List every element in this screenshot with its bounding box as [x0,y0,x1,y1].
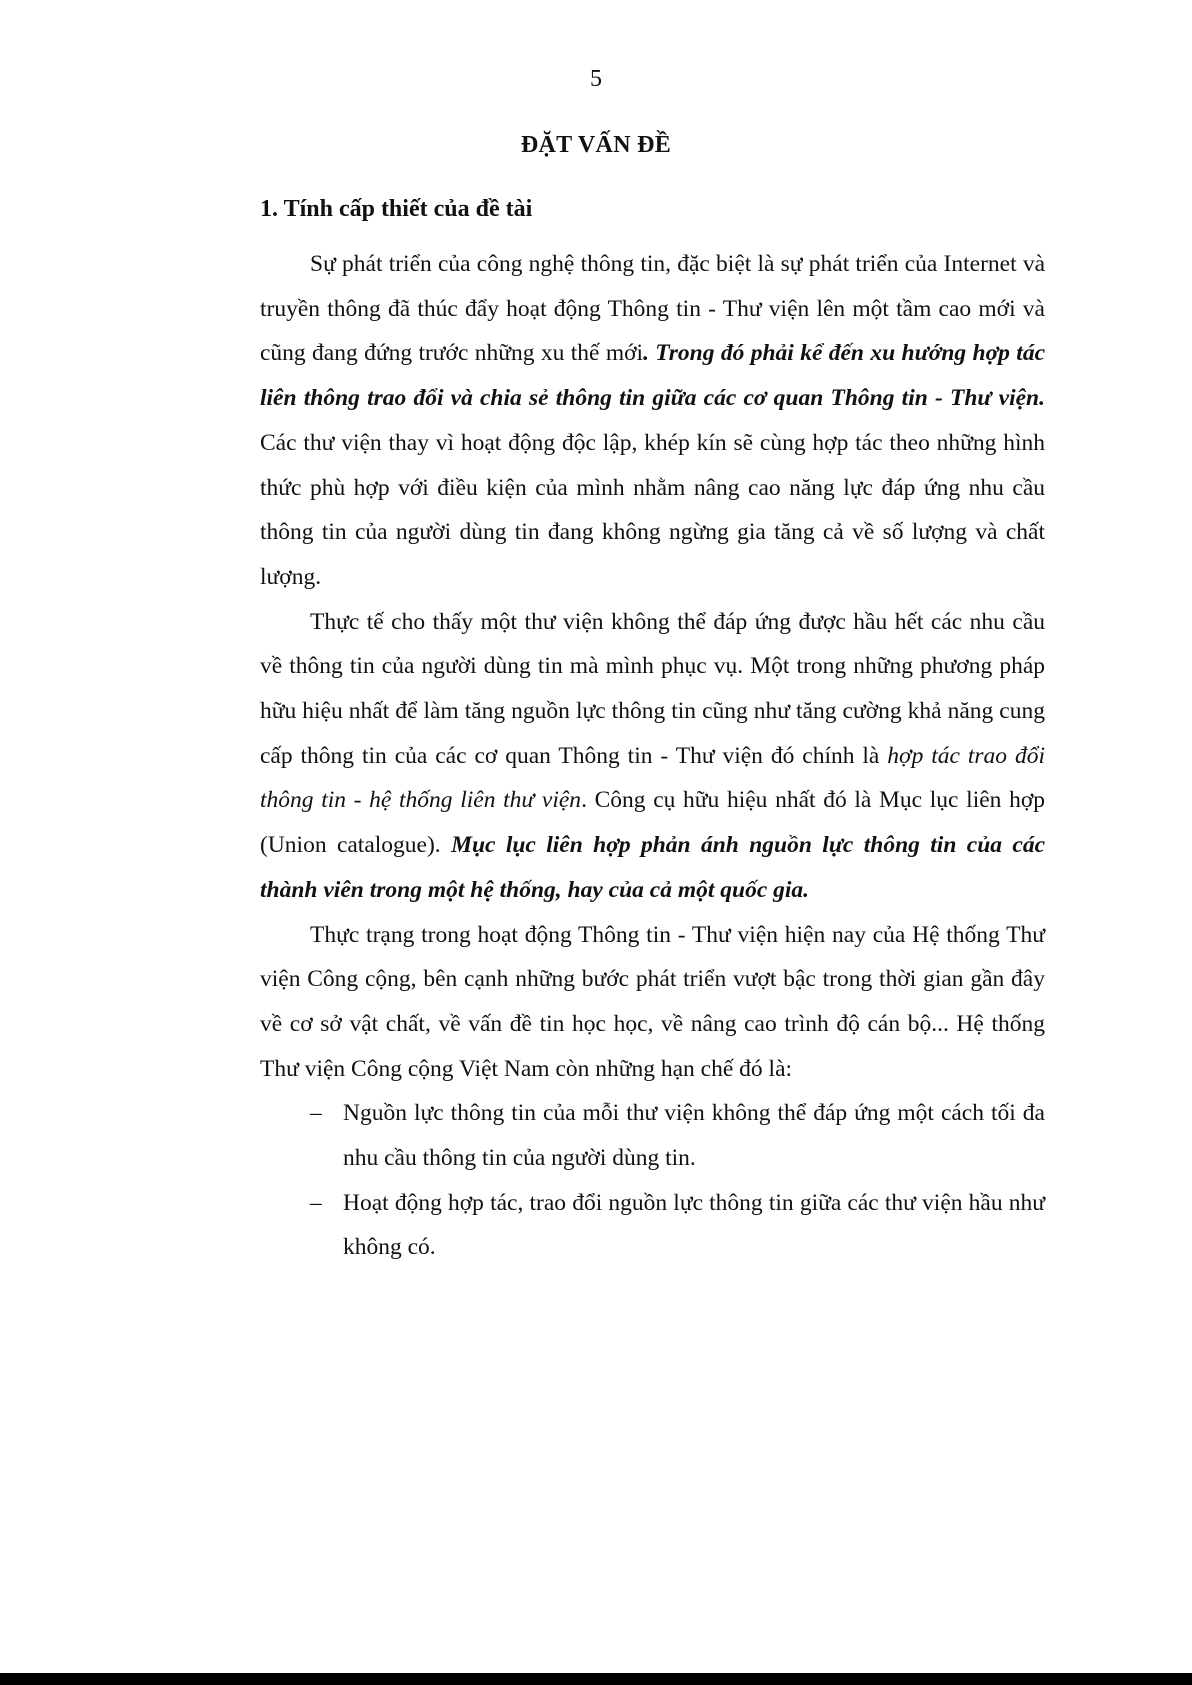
bullet-marker: – [310,1100,322,1127]
paragraph-1-text: Sự phát triển của công nghệ thông tin, đặc biệt là sự phát triển của Internet và truyền thông đã thúc đẩy hoạt động Thông tin - Thư viện lên một tầm cao mới và cũng đang đứng trước những xu thế mới [260,251,1045,367]
page-number: 5 [590,66,602,92]
page-bottom-edge [0,1673,1192,1685]
list-item [260,1091,1045,1180]
paragraph-1 [260,242,1045,600]
paragraph-2-text: Thực tế cho thấy một thư viện không thể đáp ứng được hầu hết các nhu cầu về thông tin của người dùng tin mà mình phục vụ. Một trong những phương pháp hữu hiệu nhất để làm tăng nguồn lực thông tin cũng như tăng cường khả năng cung cấp thông tin của các cơ quan Thông tin - Thư viện đó chính là [260,608,1045,769]
list-item [260,1181,1045,1270]
paragraph-2-text-continued: . Công cụ hữu hiệu nhất đó là Mục lục liên hợp (Union catalogue). [260,787,1045,859]
paragraph-1-text-continued: Các thư viện thay vì hoạt động độc lập, khép kín sẽ cùng hợp tác theo những hình thức phù hợp với điều kiện của mình nhằm nâng cao năng lực đáp ứng nhu cầu thông tin của người dùng tin đang không ngừng gia tăng cả về số lượng và chất lượng. [260,429,1045,590]
body-text [260,242,1045,1270]
paragraph-1-emphasis: . Trong đó phải kể đến xu hướng hợp tác liên thông trao đổi và chia sẻ thông tin giữa các cơ quan Thông tin - Thư viện. [260,340,1046,412]
paragraph-2 [260,600,1045,913]
paragraph-3: Thực trạng trong hoạt động Thông tin - Thư viện hiện nay của Hệ thống Thư viện Công cộng, bên cạnh những bước phát triển vượt bậc trong thời gian gần đây về cơ sở vật chất, về vấn đề tin học học, về nâng cao trình độ cán bộ... Hệ thống Thư viện Công cộng Việt Nam còn những hạn chế đó là: [260,921,1045,1082]
list-item-text: Hoạt động hợp tác, trao đổi nguồn lực thông tin giữa các thư viện hầu như không có. [343,1189,1045,1261]
section-heading: 1. Tính cấp thiết của đề tài [260,196,533,222]
paragraph-2-emphasis: Mục lục liên hợp phản ánh nguồn lực thông tin của các thành viên trong một hệ thống, hay của cả một quốc gia. [260,832,1045,903]
bullet-marker: – [310,1189,322,1216]
limitations-list [260,1091,1045,1270]
paragraph-2-italic: hợp tác trao đổi thông tin - hệ thống liên thư viện [260,742,1045,814]
list-item-text: Nguồn lực thông tin của mỗi thư viện không thể đáp ứng một cách tối đa nhu cầu thông tin của người dùng tin. [343,1100,1045,1172]
chapter-title: ĐẶT VẤN ĐỀ [520,132,672,158]
